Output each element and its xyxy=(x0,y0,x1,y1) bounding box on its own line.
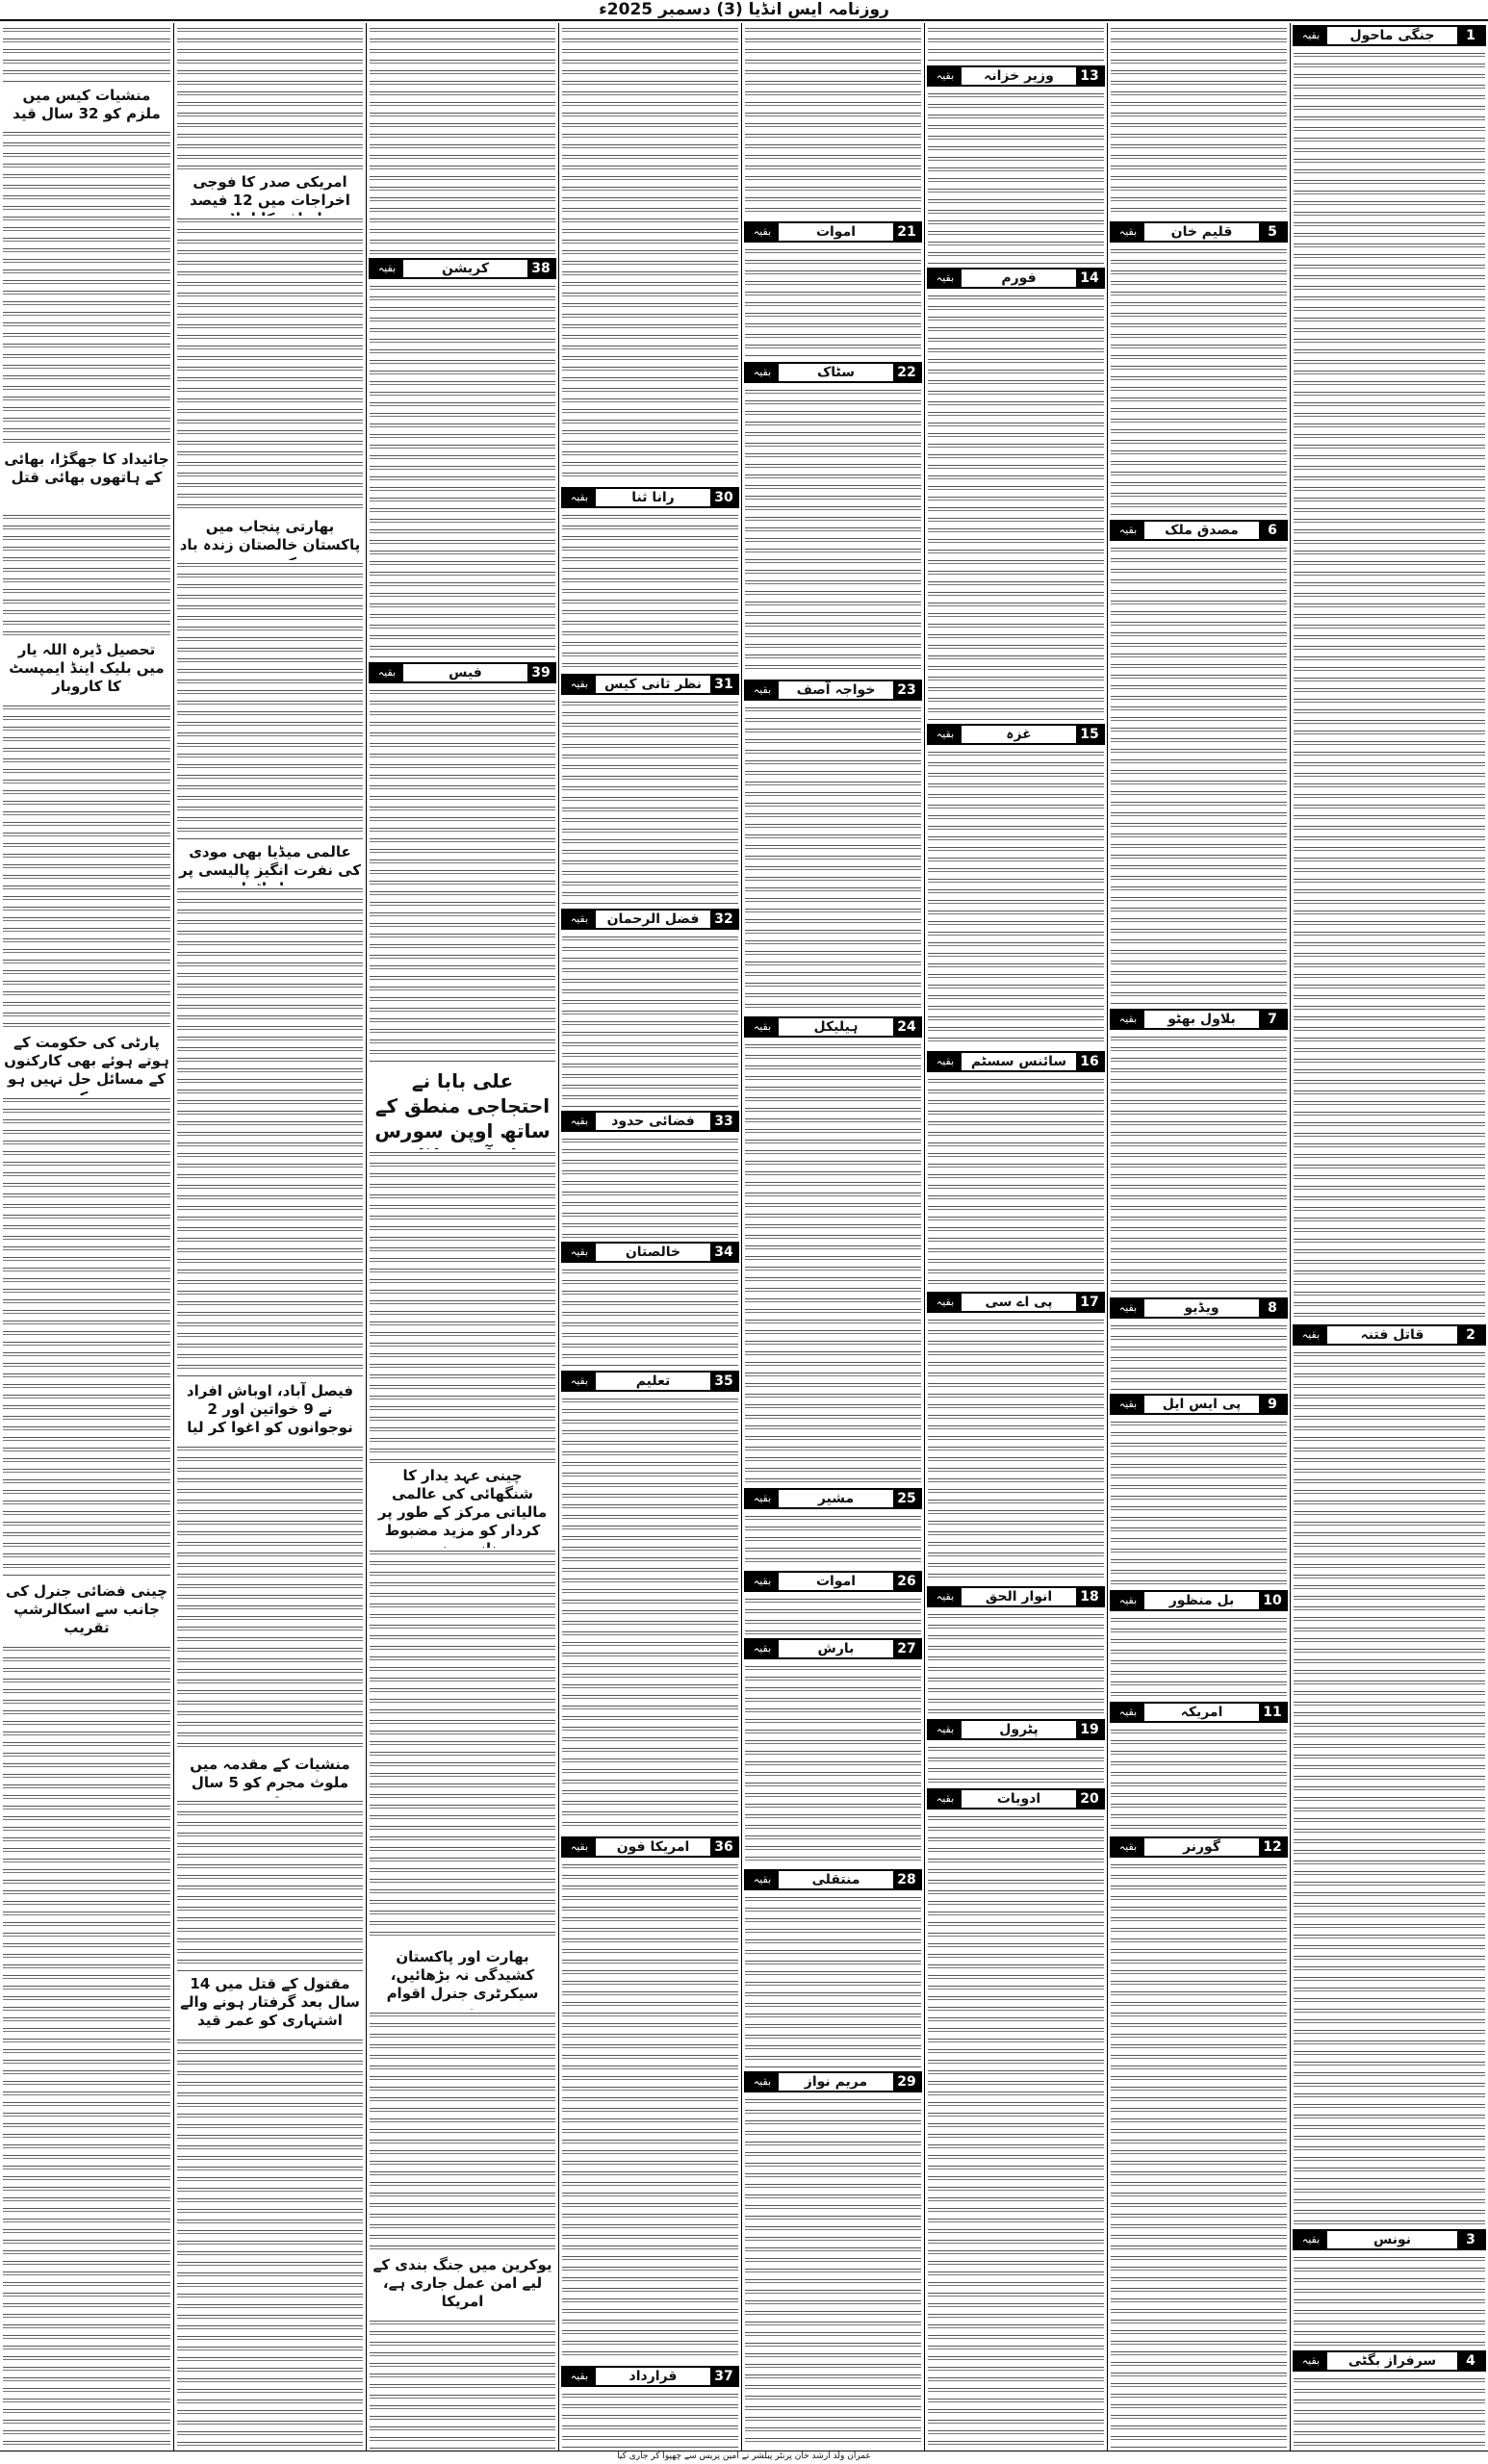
section-box: 38 کریشن بقیہ xyxy=(369,258,556,279)
section-box: 29 مریم نواز بقیہ xyxy=(744,2071,922,2092)
section-box: 37 قرارداد بقیہ xyxy=(561,2366,739,2387)
page-footer: عمران ولد ارشد خان پرنٹر پبلشر نے امین پریس سے چھپوا کر جاری کیا xyxy=(0,2451,1488,2464)
column-7 xyxy=(1107,23,1290,2451)
section-box: 19 پٹرول بقیہ xyxy=(927,1719,1105,1740)
article-text xyxy=(562,699,738,905)
section-box: 15 غزہ بقیہ xyxy=(927,724,1105,745)
article-text xyxy=(1111,1322,1287,1390)
column-4 xyxy=(558,23,741,2451)
section-box: 11 امریکہ بقیہ xyxy=(1110,1702,1288,1723)
section-box: 6 مصدق ملک بقیہ xyxy=(1110,520,1288,541)
article-text xyxy=(3,512,170,637)
section-box: 35 تعلیم بقیہ xyxy=(561,1371,739,1392)
section-box: 26 اموات بقیہ xyxy=(744,1571,922,1592)
section-box: 32 فضل الرحمان بقیہ xyxy=(561,909,739,930)
headline: امریکی صدر کا فوجی اخراجات میں 12 فیصد xyxy=(178,173,362,228)
column-3 xyxy=(366,23,558,2451)
article-text xyxy=(1111,1861,1287,2449)
article-text xyxy=(370,283,555,658)
headline: مقتول کے قتل میں 14 سال بعد گرفتار ہونے والے اشتہاری کو عمر قید xyxy=(178,1975,362,2030)
article-text xyxy=(1111,545,1287,1005)
column-2 xyxy=(173,23,366,2451)
section-box: 13 وزیر خزانہ بقیہ xyxy=(927,65,1105,87)
article-text xyxy=(928,749,1104,1047)
headline: پارٹی کی حکومت کے ہوتے ہوئے بھی کارکنوں کے مسائل حل نہیں ہو xyxy=(4,1034,169,1107)
headline: بھارت اور پاکستان کشیدگی نہ بڑھائیں، سیکرٹری جنرل اقوام xyxy=(371,1948,554,2021)
masthead-title: روزنامہ ایس انڈیا (3) دسمبر 2025ء xyxy=(599,0,889,19)
column-8 xyxy=(1290,23,1488,2451)
article-text xyxy=(177,25,363,169)
article-text xyxy=(562,25,738,483)
section-box: 30 رانا ثنا بقیہ xyxy=(561,487,739,508)
section-box: 28 منتقلی بقیہ xyxy=(744,1869,922,1890)
section-box: 25 مشیر بقیہ xyxy=(744,1488,922,1509)
section-box: 1 جنگی ماحول بقیہ xyxy=(1293,25,1486,46)
article-text xyxy=(928,25,1104,62)
article-text xyxy=(928,293,1104,720)
article-text xyxy=(562,512,738,670)
article-text xyxy=(745,1513,921,1567)
headline: بھارتی پنجاب میں پاکستان خالصتان زندہ باد xyxy=(178,518,362,573)
article-text xyxy=(370,2318,555,2449)
headline: چینی فضائی جنرل کی جانب سے اسکالرشپ تقریب xyxy=(5,1582,168,1636)
article-text xyxy=(3,703,170,1030)
section-box: 2 قاتل فتنہ بقیہ xyxy=(1293,1324,1486,1346)
article-text xyxy=(3,25,170,83)
article-text xyxy=(1111,25,1287,218)
article-text xyxy=(1111,246,1287,516)
article-text xyxy=(745,387,921,676)
section-box: 39 فیس بقیہ xyxy=(369,662,556,683)
column-1 xyxy=(0,23,173,2451)
article-text xyxy=(177,2037,363,2449)
article-text xyxy=(177,1444,363,1752)
section-box: 4 سرفراز بگٹی بقیہ xyxy=(1293,2350,1486,2372)
article-text xyxy=(1111,1034,1287,1294)
article-text xyxy=(177,560,363,839)
section-box: 17 پی اے سی بقیہ xyxy=(927,1292,1105,1313)
article-text xyxy=(3,1095,170,1577)
article-text xyxy=(1294,2375,1485,2449)
article-text xyxy=(562,1396,738,1833)
article-text xyxy=(1294,50,1485,1321)
masthead xyxy=(0,0,1488,21)
article-text xyxy=(745,1041,921,1484)
article-text xyxy=(370,1149,555,1463)
article-text xyxy=(745,25,921,218)
article-text xyxy=(177,216,363,514)
section-box: 14 فورم بقیہ xyxy=(927,268,1105,289)
section-box: 10 بل منظور بقیہ xyxy=(1110,1590,1288,1611)
section-box: 3 نونس بقیہ xyxy=(1293,2229,1486,2250)
headline: جائیداد کا جھگڑا، بھائی کے ہاتھوں بھائی قتل xyxy=(4,450,169,486)
article-text xyxy=(745,2096,921,2449)
article-text xyxy=(928,1317,1104,1582)
headline: عالمی میڈیا بھی مودی کی نفرت انگیز پالیسی پر xyxy=(178,843,362,898)
article-text xyxy=(562,934,738,1107)
article-text xyxy=(928,1813,1104,2449)
section-box: 9 پی ایس ایل بقیہ xyxy=(1110,1394,1288,1415)
article-text xyxy=(1111,1727,1287,1833)
article-text xyxy=(562,2391,738,2449)
headline: چینی عہد یدار کا شنگھائی کی عالمی مالیاتی مرکز کے طور پر کردار کو مزید مضبوط xyxy=(371,1467,554,1558)
article-text xyxy=(928,1611,1104,1715)
section-box: 24 ہیلیکل بقیہ xyxy=(744,1016,922,1038)
headline: فیصل آباد، اوباش افراد نے 9 خواتین اور 2 نوجوانوں کو اغوا کر لیا xyxy=(178,1382,362,1437)
article-text xyxy=(928,1076,1104,1288)
headline: تحصیل ڈیرہ اللہ یار میں بلیک اینڈ ایمپسٹ کا کاروبار xyxy=(4,641,169,696)
article-text xyxy=(370,687,555,1063)
section-box: 8 ویڈیو بقیہ xyxy=(1110,1297,1288,1319)
column-5 xyxy=(741,23,924,2451)
article-text xyxy=(745,705,921,1013)
headline: منشیات کے مقدمہ میں ملوث مجرم کو 5 سال xyxy=(178,1756,362,1810)
article-text xyxy=(562,1861,738,2362)
article-text xyxy=(370,1548,555,1942)
article-text xyxy=(3,1644,170,2449)
section-box: 27 بارش بقیہ xyxy=(744,1638,922,1659)
article-text xyxy=(370,2010,555,2250)
article-text xyxy=(745,246,921,358)
section-box: 18 انوار الحق بقیہ xyxy=(927,1586,1105,1607)
section-box: 12 گورنر بقیہ xyxy=(1110,1836,1288,1858)
article-text xyxy=(1294,1349,1485,2225)
article-text xyxy=(370,25,555,254)
column-6 xyxy=(924,23,1107,2451)
article-text xyxy=(177,1798,363,1971)
article-text xyxy=(562,1136,738,1238)
column-grid xyxy=(0,23,1488,2451)
section-box: 34 خالصتان بقیہ xyxy=(561,1242,739,1263)
section-box: 16 سائنس سسٹم بقیہ xyxy=(927,1051,1105,1072)
section-box: 31 نظر ثانی کیس بقیہ xyxy=(561,674,739,695)
article-text xyxy=(1294,2254,1485,2347)
article-text xyxy=(745,1663,921,1865)
section-box: 21 اموات بقیہ xyxy=(744,221,922,243)
headline: منشیات کیس میں ملزم کو 32 سال قید xyxy=(4,87,169,123)
article-text xyxy=(928,1744,1104,1784)
article-text xyxy=(562,1267,738,1367)
article-text xyxy=(928,90,1104,264)
article-text xyxy=(745,1596,921,1634)
headline: یوکرین میں جنگ بندی کے لیے امن عمل جاری ہے، امریکا xyxy=(371,2256,554,2311)
section-box: 36 امریکا فون بقیہ xyxy=(561,1836,739,1858)
section-box: 22 سٹاک بقیہ xyxy=(744,362,922,383)
article-text xyxy=(3,129,170,447)
headline: علی بابا نے احتجاجی منطق کے ساتھ اوپن سورس xyxy=(371,1068,554,1194)
section-box: 33 فضائی حدود بقیہ xyxy=(561,1111,739,1132)
article-text xyxy=(745,1894,921,2067)
section-box: 23 خواجہ آصف بقیہ xyxy=(744,680,922,701)
article-text xyxy=(177,886,363,1376)
article-text xyxy=(1111,1419,1287,1587)
section-box: 5 قلیم خان بقیہ xyxy=(1110,221,1288,243)
article-text xyxy=(1111,1615,1287,1698)
section-box: 20 ادویات بقیہ xyxy=(927,1788,1105,1810)
section-box: 7 بلاول بھٹو بقیہ xyxy=(1110,1009,1288,1030)
